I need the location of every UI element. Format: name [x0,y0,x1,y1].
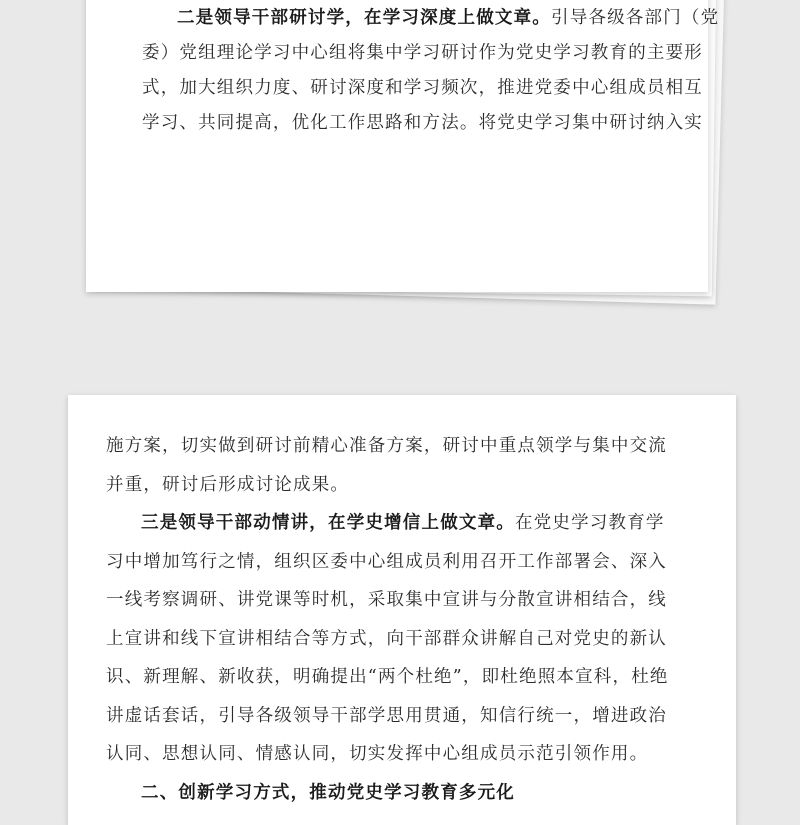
text-line: 上宣讲和线下宣讲相结合等方式，向干部群众讲解自己对党史的新认 [106,628,667,649]
text-line: 习中增加笃行之情，组织区委中心组成员利用召开工作部署会、深入 [106,551,667,572]
text-run: 在党史学习教育学 [515,513,665,533]
text-line: 讲虚话套话，引导各级领导干部学思用贯通，知信行统一，增进政治 [106,705,667,726]
text-line: 学习、共同提高，优化工作思路和方法。将党史学习集中研讨纳入实 [142,113,703,133]
bold-lead-heading: 三是领导干部动情讲，在学史增信上做文章。 [141,513,515,533]
text-line: 识、新理解、新收获，明确提出“两个杜绝”，即杜绝照本宣科，杜绝 [106,667,669,687]
document-page-bottom [68,395,736,825]
text-line: 认同、思想认同、情感认同，切实发挥中心组成员示范引领作用。 [106,744,649,764]
paragraph-line [142,1,719,36]
text-line: 施方案，切实做到研讨前精心准备方案，研讨中重点领学与集中交流 [106,436,667,456]
text-line: 式，加大组织力度、研讨深度和学习频次，推进党委中心组成员相互 [142,78,703,98]
text-line: 一线考察调研、讲党课等时机，采取集中宣讲与分散宣讲相结合，线 [106,590,667,610]
text-run: 引导各级各部门（党 [551,8,720,28]
text-line: 委）党组理论学习中心组将集中学习研讨作为党史学习教育的主要形 [142,43,703,63]
document-page-top [86,0,720,292]
page-text-bottom [106,427,669,812]
section-heading: 二、创新学习方式，推动党史学习教育多元化 [141,782,515,803]
bold-lead-heading: 二是领导干部研讨学，在学习深度上做文章。 [177,8,551,28]
page-text-top [142,0,719,141]
paragraph-line [106,504,669,543]
text-line: 并重，研讨后形成讨论成果。 [106,474,350,495]
